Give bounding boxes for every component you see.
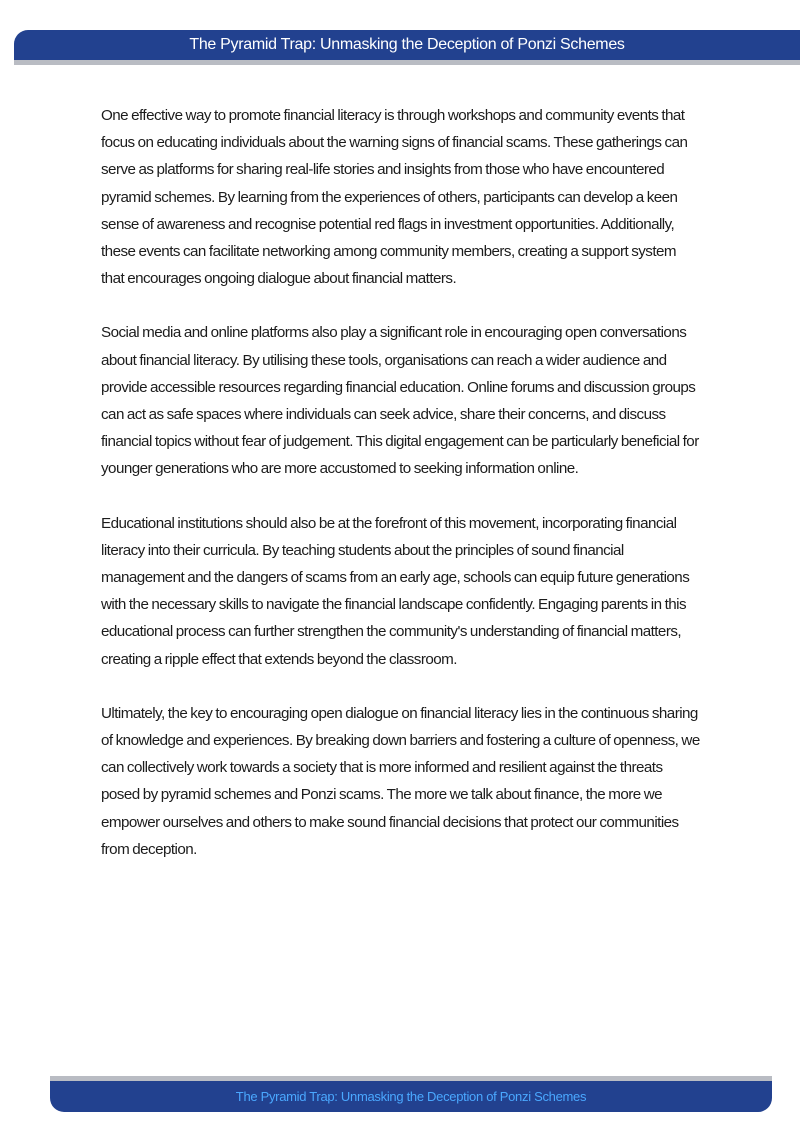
running-footer-title: The Pyramid Trap: Unmasking the Deception of Ponzi Schemes <box>235 1089 587 1104</box>
paragraph-1: One effective way to promote financial literacy is through workshops and community events that focus on educating individuals about the warning signs of financial scams. These gatherings can serve as platforms for sharing real-life stories and insights from those who have encountered pyramid schemes. By learning from the experiences of others, participants can develop a keen sense of awareness and recognise potential red flags in investment opportunities. Additionally, these events can facilitate networking among community members, creating a support system that encourages ongoing dialogue about financial matters. <box>101 107 688 288</box>
paragraph-2: Social media and online platforms also play a significant role in encouraging open conversations about financial literacy. By utilising these tools, organisations can reach a wider audience and provide accessible resources regarding financial education. Online forums and discussion groups can act as safe spaces where individuals can seek advice, share their concerns, and discuss financial topics without fear of judgement. This digital engagement can be particularly beneficial for younger generations who are more accustomed to seeking information online. <box>101 324 699 478</box>
paragraph-4: Ultimately, the key to encouraging open dialogue on financial literacy lies in the continuous sharing of knowledge and experiences. By breaking down barriers and fostering a culture of openness, we can collectively work towards a society that is more informed and resilient against the threats posed by pyramid schemes and Ponzi scams. The more we talk about finance, the more we empower ourselves and others to make sound financial decisions that protect our communities from deception. <box>101 704 700 858</box>
running-header-title: The Pyramid Trap: Unmasking the Deception of Ponzi Schemes <box>189 36 625 53</box>
page-body <box>101 102 701 890</box>
paragraph-3: Educational institutions should also be at the forefront of this movement, incorporating financial literacy into their curricula. By teaching students about the principles of sound financial management and the dangers of scams from an early age, schools can equip future generations with the necessary skills to navigate the financial landscape confidently. Engaging parents in this educational process can further strengthen the community's understanding of financial matters, creating a ripple effect that extends beyond the classroom. <box>101 514 690 668</box>
header-rule <box>14 60 800 65</box>
